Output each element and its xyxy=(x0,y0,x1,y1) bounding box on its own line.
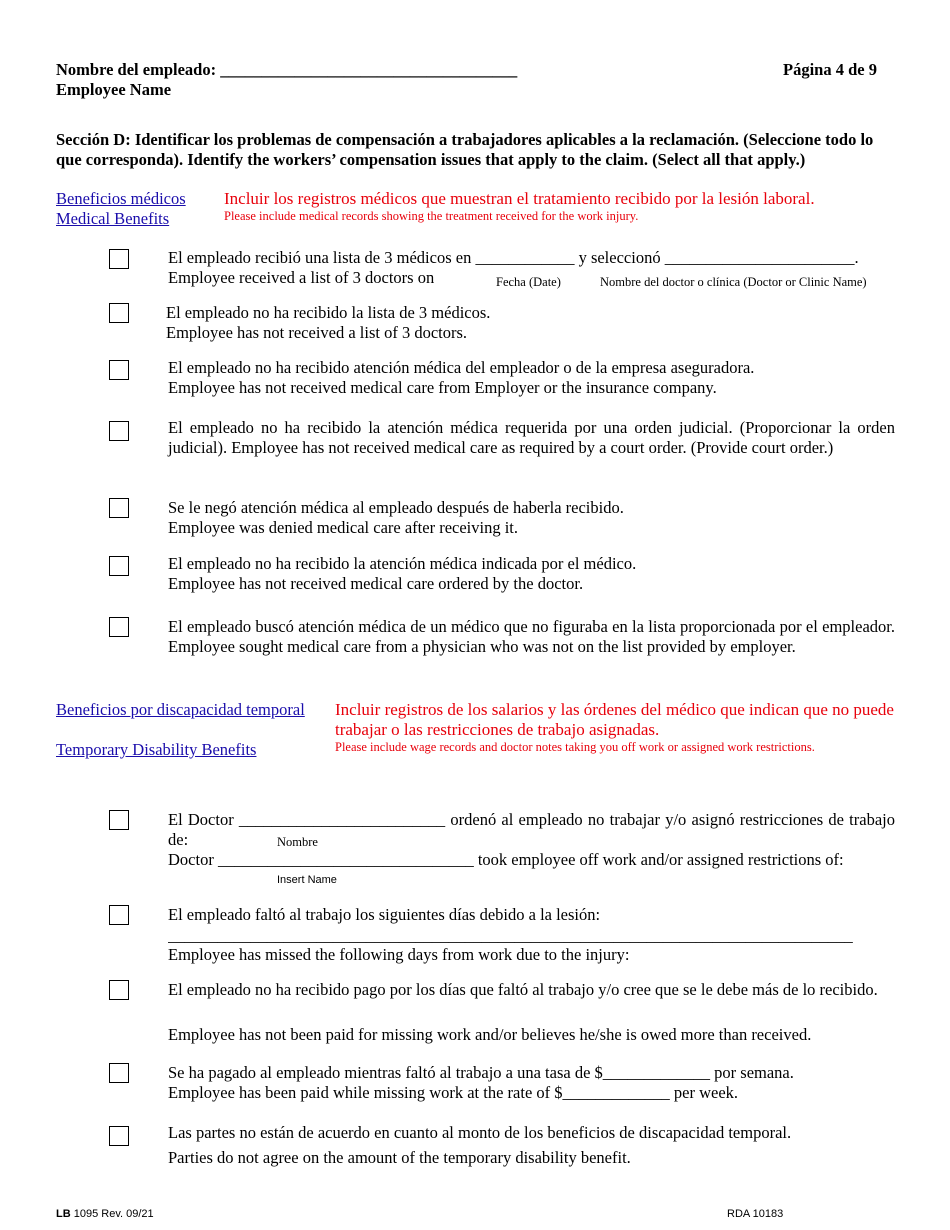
checkbox-care-ordered-by-doctor[interactable] xyxy=(109,556,129,576)
checkbox-no-doctor-list[interactable] xyxy=(109,303,129,323)
insert-name-sublabel: Insert Name xyxy=(277,874,337,886)
item-denied-care: Se le negó atención médica al empleado después de haberla recibido. xyxy=(168,498,624,517)
item-doctor-list-line1: El empleado recibió una lista de 3 médicos en ____________ y seleccionó _______________________. xyxy=(168,248,859,267)
checkbox-doctor-list-received[interactable] xyxy=(109,249,129,269)
missed-days-blank[interactable]: ___________________________________________________________________________________ xyxy=(168,926,853,945)
medical-note-es: Incluir los registros médicos que muestran el tratamiento recibido por la lesión laboral. xyxy=(224,189,815,208)
checkbox-no-medical-care[interactable] xyxy=(109,360,129,380)
item-doctor-restrictions-en: Doctor _______________________________ took employee off work and/or assigned restrictions of: xyxy=(168,850,844,869)
item-disagree-amount-en: Parties do not agree on the amount of the temporary disability benefit. xyxy=(168,1148,631,1167)
temporary-disability-link-en[interactable]: Temporary Disability Benefits xyxy=(56,740,257,759)
checkbox-missed-days[interactable] xyxy=(109,905,129,925)
temporary-note-en: Please include wage records and doctor notes taking you off work or assigned work restrictions. xyxy=(335,740,815,754)
form-number xyxy=(56,1208,154,1220)
medical-benefits-link-es[interactable]: Beneficios médicos xyxy=(56,189,186,208)
item-not-paid-en: Employee has not been paid for missing work and/or believes he/she is owed more than received. xyxy=(168,1025,812,1044)
form-number-bold: LB xyxy=(56,1208,71,1220)
medical-benefits-link-en[interactable]: Medical Benefits xyxy=(56,209,170,228)
rda-number: RDA 10183 xyxy=(727,1208,784,1220)
item-disagree-amount: Las partes no están de acuerdo en cuanto al monto de los beneficios de discapacidad temporal. xyxy=(168,1123,792,1142)
item-doctor-list-line2: Employee received a list of 3 doctors on xyxy=(168,268,435,287)
checkbox-not-paid[interactable] xyxy=(109,980,129,1000)
employee-name-label-en: Employee Name xyxy=(56,80,172,99)
item-no-medical-care-en: Employee has not received medical care from Employer or the insurance company. xyxy=(168,378,717,397)
item-no-medical-care: El empleado no ha recibido atención médica del empleador o de la empresa aseguradora. xyxy=(168,358,755,377)
item-court-order: El empleado no ha recibido la atención médica requerida por una orden judicial. (Proporcionar la orden judicial). Employee has not received medical care as required by a court order. (Provide court order.) xyxy=(168,418,895,457)
checkbox-court-order[interactable] xyxy=(109,421,129,441)
item-physician-not-on-list: El empleado buscó atención médica de un médico que no figuraba en la lista proporcionada por el empleador. Employee sought medical care from a physician who was not on the list provided by employer. xyxy=(168,617,895,656)
item-paid-rate-en: Employee has been paid while missing work at the rate of $_____________ per week. xyxy=(168,1083,739,1102)
item-denied-care-en: Employee was denied medical care after receiving it. xyxy=(168,518,518,537)
nombre-sublabel: Nombre xyxy=(277,835,318,849)
doctor-name-sublabel: Nombre del doctor o clínica (Doctor or Clinic Name) xyxy=(600,275,867,289)
item-missed-days: El empleado faltó al trabajo los siguientes días debido a la lesión: xyxy=(168,905,601,924)
item-care-ordered-en: Employee has not received medical care ordered by the doctor. xyxy=(168,574,584,593)
item-missed-days-en: Employee has missed the following days from work due to the injury: xyxy=(168,945,630,964)
temporary-disability-link-es[interactable]: Beneficios por discapacidad temporal xyxy=(56,700,305,719)
item-not-paid: El empleado no ha recibido pago por los días que faltó al trabajo y/o cree que se le debe más de lo recibido. xyxy=(168,980,878,999)
medical-note-en: Please include medical records showing the treatment received for the work injury. xyxy=(224,209,639,223)
temporary-note-es: Incluir registros de los salarios y las órdenes del médico que indican que no puede trabajar o las restricciones de trabajo asignadas. xyxy=(335,700,894,739)
date-sublabel: Fecha (Date) xyxy=(496,275,561,289)
section-title: Sección D: Identificar los problemas de compensación a trabajadores aplicables a la reclamación. (Seleccione todo lo que corresponda). Identify the workers’ compensation issues that apply to the claim. (Select all that apply.) xyxy=(56,130,874,169)
page-number: Página 4 de 9 xyxy=(783,60,877,79)
item-care-ordered: El empleado no ha recibido la atención médica indicada por el médico. xyxy=(168,554,637,573)
checkbox-denied-care[interactable] xyxy=(109,498,129,518)
checkbox-physician-not-on-list[interactable] xyxy=(109,617,129,637)
checkbox-paid-rate[interactable] xyxy=(109,1063,129,1083)
item-paid-rate: Se ha pagado al empleado mientras faltó al trabajo a una tasa de $_____________ por semana. xyxy=(168,1063,794,1082)
item-doctor-restrictions: El Doctor _________________________ ordenó al empleado no trabajar y/o asignó restricciones de trabajo de: xyxy=(168,810,895,849)
employee-name-label: Nombre del empleado: ____________________________________ xyxy=(56,60,518,79)
checkbox-doctor-restrictions[interactable] xyxy=(109,810,129,830)
item-no-doctor-list: El empleado no ha recibido la lista de 3 médicos. xyxy=(166,303,491,322)
checkbox-disagree-amount[interactable] xyxy=(109,1126,129,1146)
item-no-doctor-list-en: Employee has not received a list of 3 doctors. xyxy=(166,323,468,342)
form-revision: 1095 Rev. 09/21 xyxy=(73,1208,154,1220)
